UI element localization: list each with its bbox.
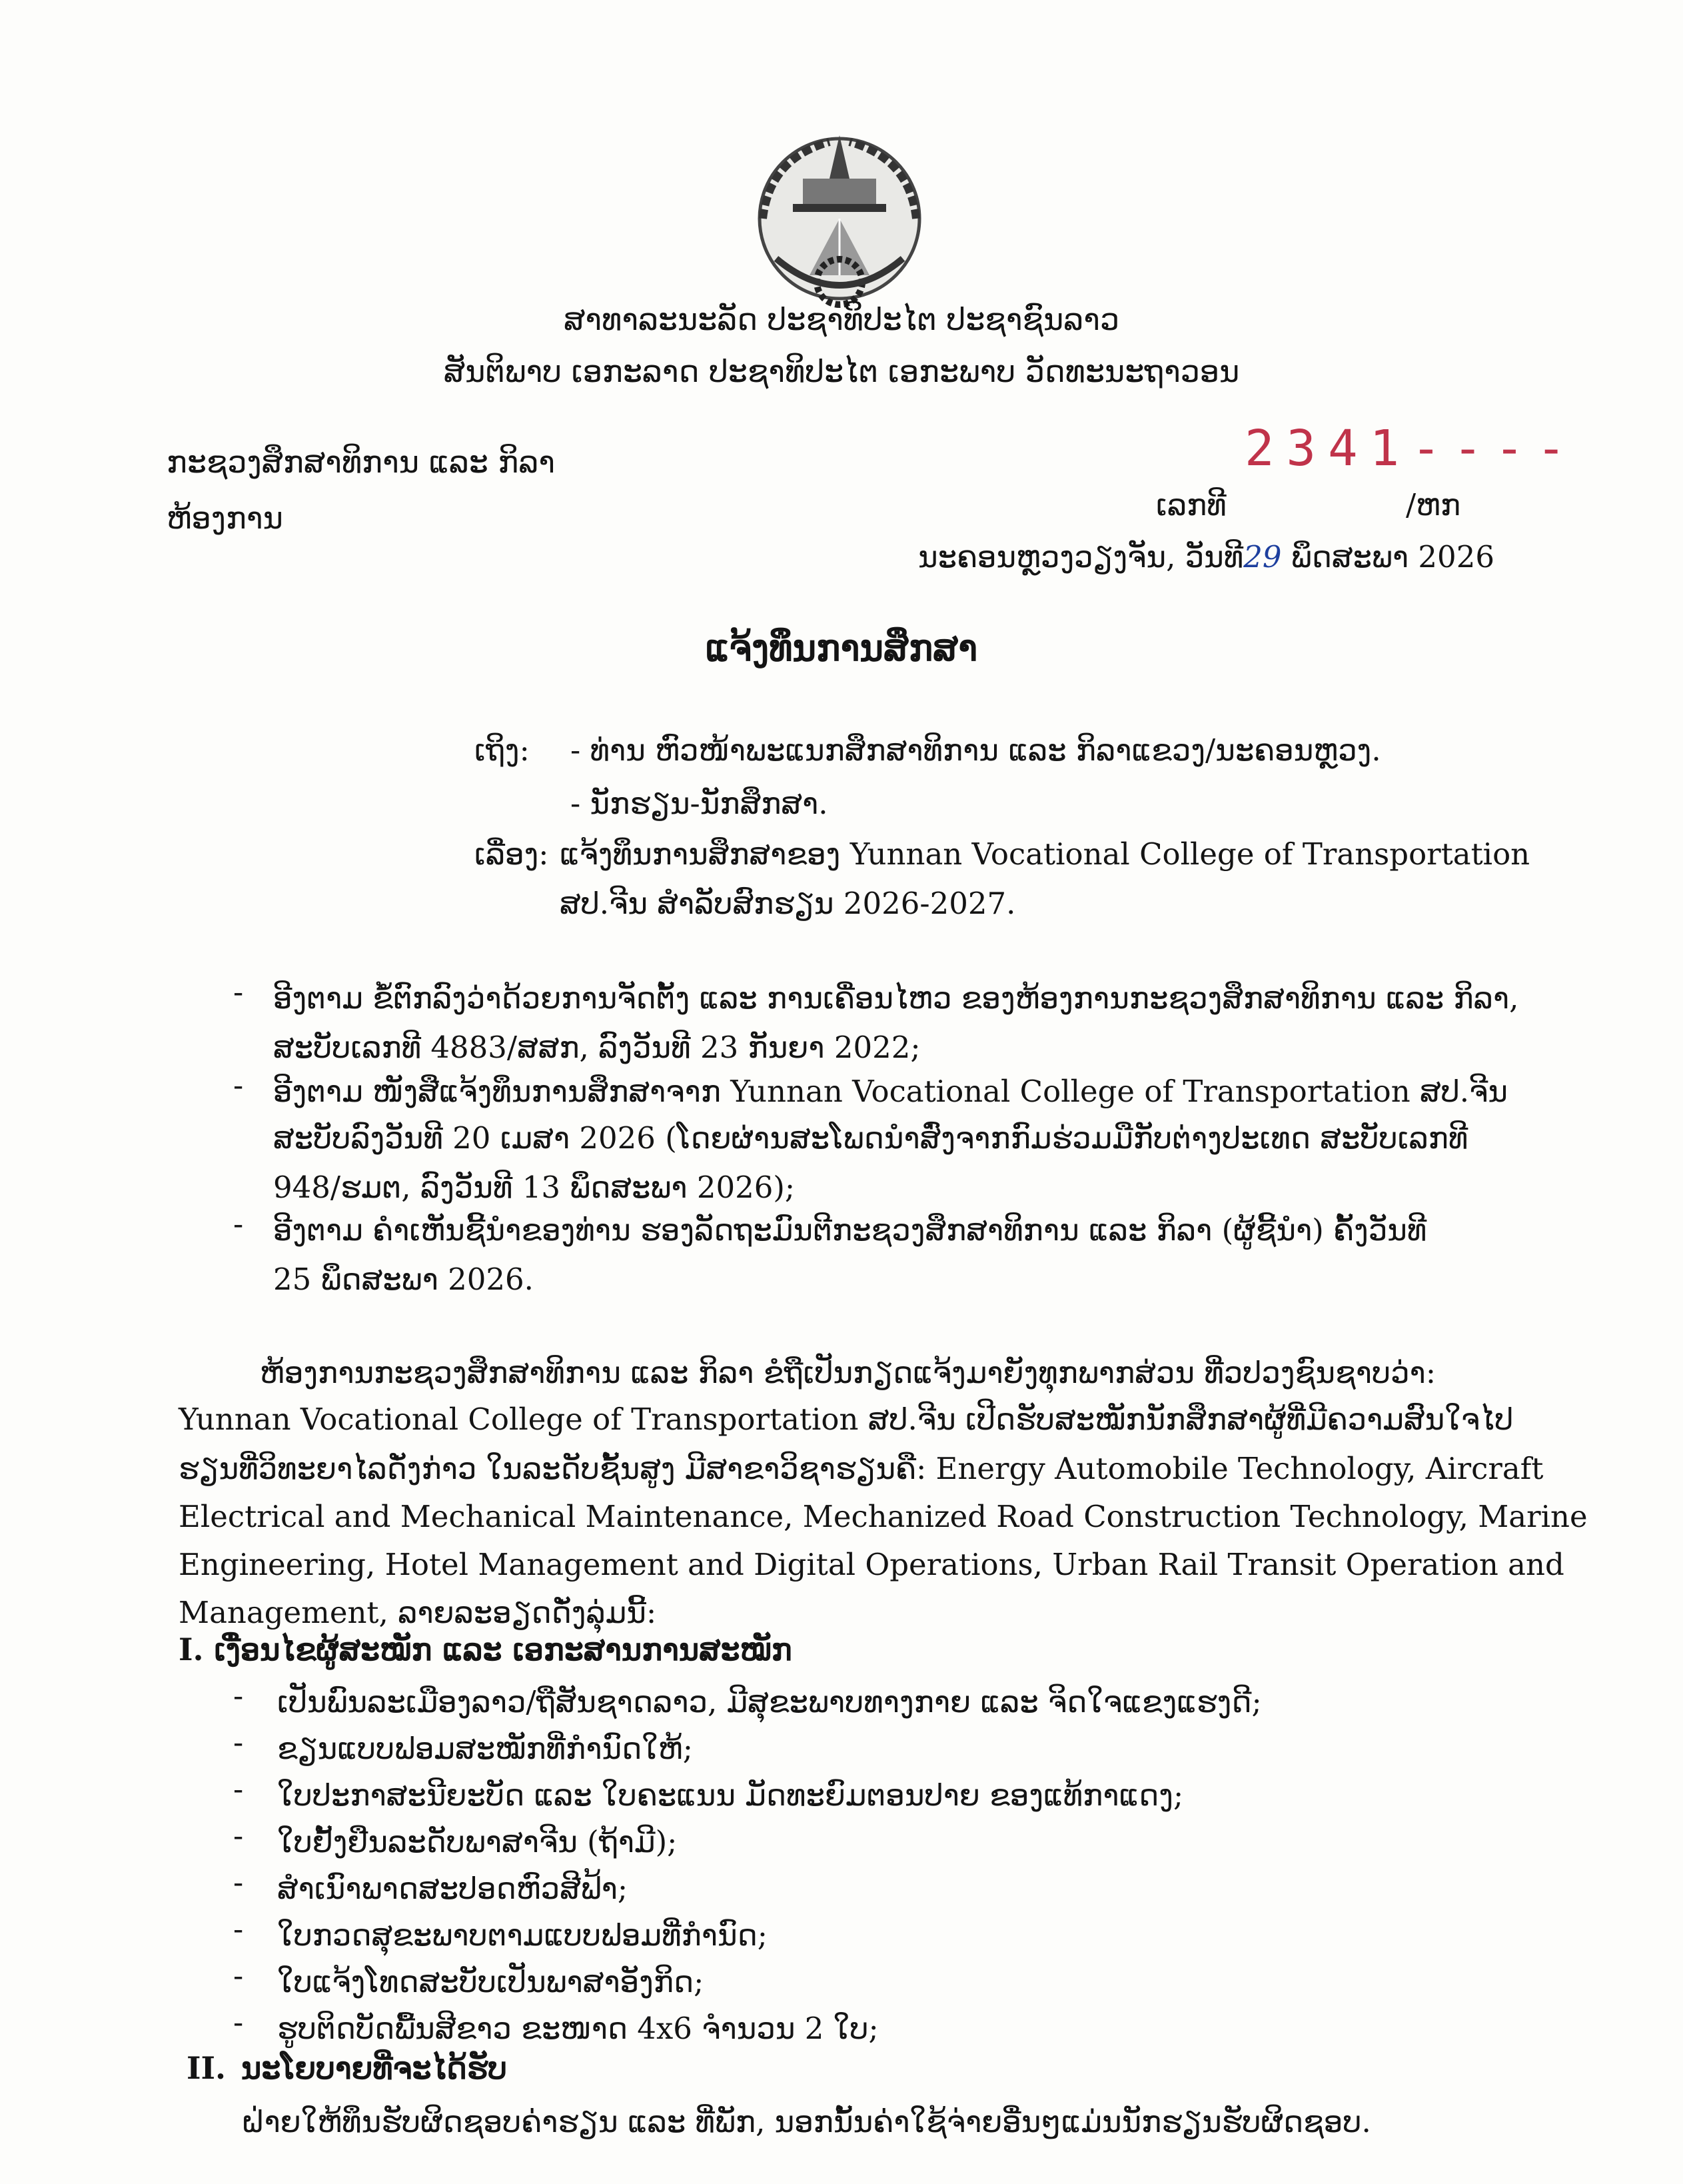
reference-1-dash: - xyxy=(233,974,244,1010)
reference-3-line-1: ອີງຕາມ ຄຳເຫັນຊີ້ນຳຂອງທ່ານ ຮອງລັດຖະມົນຕີກະຊວງສຶກສາທິການ ແລະ ກິລາ (ຜູ້ຊີ້ນຳ) ຄັ້ງວັນທີ xyxy=(273,1212,1427,1248)
reference-2-dash: - xyxy=(233,1068,244,1103)
reference-3-line-2: 25 ພຶດສະພາ 2026. xyxy=(273,1262,534,1297)
header-motto: ສັນຕິພາບ ເອກະລາດ ປະຊາທິປະໄຕ ເອກະພາບ ວັດທະນະຖາວອນ xyxy=(443,353,1240,389)
list-item-dash: - xyxy=(233,1725,244,1760)
intro-line-1: ຫ້ອງການກະຊວງສຶກສາທິການ ແລະ ກິລາ ຂໍຖືເປັນກຽດແຈ້ງມາຍັງທຸກພາກສ່ວນ ທີ່ວປວງຊົນຊາບວ່າ: xyxy=(260,1355,1436,1390)
sender-office: ຫ້ອງການ xyxy=(167,500,283,536)
reference-1-line-1: ອີງຕາມ ຂໍ້ຕົກລົງວ່າດ້ວຍການຈັດຕັ້ງ ແລະ ການເຄື່ອນໄຫວ ຂອງຫ້ອງການກະຊວງສຶກສາທິການ ແລະ ກິລາ, xyxy=(273,980,1519,1016)
list-item-dash: - xyxy=(233,1771,244,1807)
list-item: ສຳເນົາພາດສະປອດຫົວສີຟ້າ; xyxy=(277,1871,628,1906)
intro-line-2: Yunnan Vocational College of Transportation ສປ.ຈີນ ເປີດຮັບສະໝັກນັກສຶກສາຜູ້ທີ່ມີຄວາມສົນໃຈໄປ xyxy=(179,1402,1514,1437)
reference-number-label: ເລກທີ xyxy=(1156,487,1227,523)
reference-1-line-2: ສະບັບເລກທີ 4883/ສສກ, ລົງວັນທີ 23 ກັນຍາ 2022; xyxy=(273,1030,921,1065)
sender-ministry: ກະຊວງສຶກສາທິການ ແລະ ກິລາ xyxy=(167,444,555,480)
date-day: 29 xyxy=(1243,539,1282,574)
to-label: ເຖິງ: xyxy=(474,732,530,768)
document-title: ແຈ້ງທຶນການສຶກສາ xyxy=(705,626,978,669)
header-country: ສາທາລະນະລັດ ປະຊາທິປະໄຕ ປະຊາຊົນລາວ xyxy=(563,301,1120,337)
date-suffix: ພຶດສະພາ 2026 xyxy=(1291,539,1494,574)
to-line-2: - ນັກຮຽນ-ນັກສຶກສາ. xyxy=(570,786,828,821)
list-item: ໃບກວດສຸຂະພາບຕາມແບບຟອມທີ່ກຳນົດ; xyxy=(277,1917,768,1953)
section-2-numeral: II. xyxy=(187,2050,227,2086)
reference-2-line-2: ສະບັບລົງວັນທີ 20 ເມສາ 2026 (ໂດຍຜ່ານສະໂພດນຳສົ່ງຈາກກົມຮ່ວມມືກັບຕ່າງປະເທດ ສະບັບເລກທີ xyxy=(273,1120,1468,1156)
national-emblem-icon xyxy=(730,119,949,319)
intro-line-6: Management, ລາຍລະອຽດດັ່ງລຸ່ມນີ້: xyxy=(179,1595,657,1630)
list-item: ຂຽນແບບຟອມສະໝັກທີ່ກຳນົດໃຫ້; xyxy=(277,1731,693,1766)
list-item-dash: - xyxy=(233,1911,244,1947)
reference-3-dash: - xyxy=(233,1206,244,1242)
list-item: ເປັນພົນລະເມືອງລາວ/ຖືສັນຊາດລາວ, ມີສຸຂະພາບທາງກາຍ ແລະ ຈິດໃຈແຂງແຮງດີ; xyxy=(277,1684,1262,1719)
list-item-dash: - xyxy=(233,2005,244,2040)
section-2-heading: ນະໂຍບາຍທີ່ຈະໄດ້ຮັບ xyxy=(241,2050,508,2086)
list-item-dash: - xyxy=(233,1958,244,1993)
to-line-1: - ທ່ານ ຫົວໜ້າພະແນກສຶກສາທິການ ແລະ ກິລາແຂວງ/ນະຄອນຫຼວງ. xyxy=(570,732,1381,768)
intro-line-4: Electrical and Mechanical Maintenance, Mechanized Road Construction Technology, Marine xyxy=(179,1499,1588,1534)
reference-2-line-1: ອີງຕາມ ໜັງສືແຈ້ງທຶນການສຶກສາຈາກ Yunnan Vocational College of Transportation ສປ.ຈີນ xyxy=(273,1074,1508,1109)
list-item: ຮູບຕິດບັດພື້ນສີຂາວ ຂະໜາດ 4x6 ຈຳນວນ 2 ໃບ; xyxy=(277,2011,879,2046)
reference-2-line-3: 948/ຮມຕ, ລົງວັນທີ 13 ພຶດສະພາ 2026); xyxy=(273,1170,796,1205)
list-item-dash: - xyxy=(233,1818,244,1853)
subject-line-2: ສປ.ຈີນ ສຳລັບສົກຮຽນ 2026-2027. xyxy=(560,886,1016,921)
reference-number-stamp: 2341---- xyxy=(1245,420,1578,477)
list-item: ໃບແຈ້ງໂທດສະບັບເປັນພາສາອັງກິດ; xyxy=(277,1964,704,1999)
section-1-heading: I. ເງື່ອນໄຂຜູ້ສະໝັກ ແລະ ເອກະສານການສະໝັກ xyxy=(179,1632,792,1667)
list-item: ໃບປະກາສະນີຍະບັດ ແລະ ໃບຄະແນນ ມັດທະຍົມຕອນປາຍ ຂອງແທ້ກາແດງ; xyxy=(277,1777,1184,1813)
letter-date xyxy=(918,533,1494,581)
list-item: ໃບຢັ້ງຢືນລະດັບພາສາຈີນ (ຖ້າມີ); xyxy=(277,1824,678,1859)
intro-line-3: ຮຽນທີ່ວິທະຍາໄລດັ່ງກ່າວ ໃນລະດັບຊັ້ນສູງ ມີສາຂາວິຊາຮຽນຄື: Energy Automobile Technology, Aircraft xyxy=(179,1451,1544,1486)
date-prefix: ນະຄອນຫຼວງວຽງຈັນ, ວັນທີ xyxy=(918,539,1244,574)
section-2-text: ຝ່າຍໃຫ້ທຶນຮັບຜິດຊອບຄ່າຮຽນ ແລະ ທີ່ພັກ, ນອກນັ້ນຄ່າໃຊ້ຈ່າຍອື່ນໆແມ່ນນັກຮຽນຮັບຜິດຊອບ. xyxy=(241,2104,1371,2139)
intro-line-5: Engineering, Hotel Management and Digital Operations, Urban Rail Transit Operation and xyxy=(179,1547,1564,1582)
subject-line-1: ແຈ້ງທຶນການສຶກສາຂອງ Yunnan Vocational College of Transportation xyxy=(560,836,1530,872)
reference-number-suffix: /ຫກ xyxy=(1406,487,1461,523)
list-item-dash: - xyxy=(233,1865,244,1900)
subject-label: ເລື່ອງ: xyxy=(474,836,549,872)
list-item-dash: - xyxy=(233,1678,244,1713)
